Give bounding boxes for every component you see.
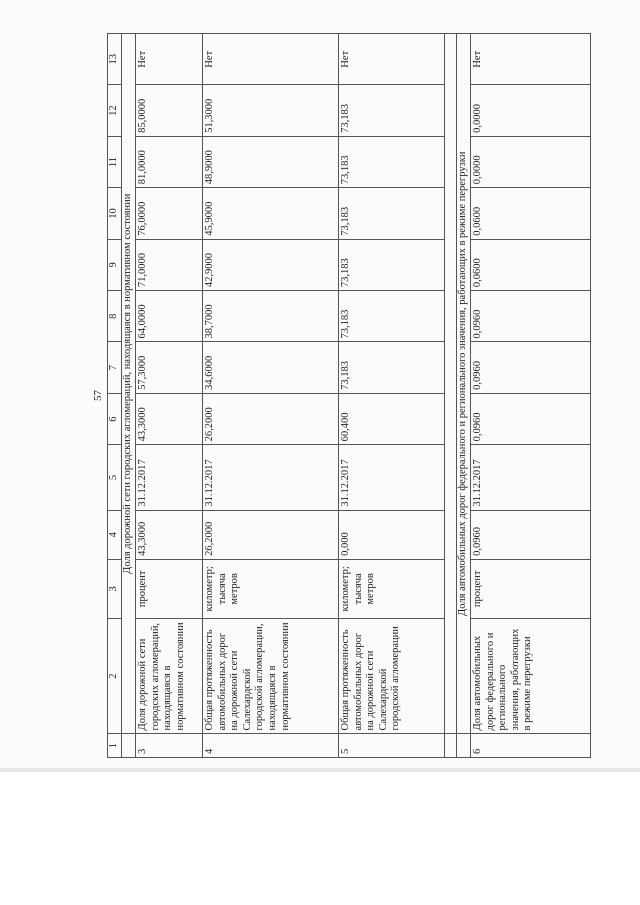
row-number: 6 bbox=[471, 734, 591, 758]
column-number: 10 bbox=[108, 188, 122, 239]
column-number: 7 bbox=[108, 342, 122, 393]
table-row bbox=[203, 34, 339, 758]
row-number: 4 bbox=[203, 734, 339, 758]
base-date: 31.12.2017 bbox=[339, 445, 445, 510]
value-cell: 73,183 bbox=[339, 239, 445, 290]
indicator-name: Общая протяженность автомобильных дорог на дорожной сети Салехардской городской агломерации bbox=[339, 618, 445, 734]
blank-cell bbox=[445, 734, 457, 758]
value-cell: 71,0000 bbox=[136, 239, 203, 290]
value-cell: 0,0000 bbox=[471, 136, 591, 187]
column-number: 11 bbox=[108, 136, 122, 187]
base-date: 31.12.2017 bbox=[203, 445, 339, 510]
table-row bbox=[471, 34, 591, 758]
value-cell: 73,183 bbox=[339, 291, 445, 342]
base-value: 0,0960 bbox=[471, 510, 591, 559]
column-number: 1 bbox=[108, 734, 122, 758]
row-number: 5 bbox=[339, 734, 445, 758]
value-cell: 0,0600 bbox=[471, 188, 591, 239]
flag-cell: Нет bbox=[471, 34, 591, 85]
indicator-name: Доля автомобильных дорог федерального и регионального значения, работающих в режиме перегрузки bbox=[471, 618, 591, 734]
column-number: 4 bbox=[108, 510, 122, 559]
base-date: 31.12.2017 bbox=[471, 445, 591, 510]
section-header-row bbox=[122, 34, 136, 758]
column-numbers-row bbox=[108, 34, 122, 758]
value-cell: 73,183 bbox=[339, 188, 445, 239]
blank-cell bbox=[122, 734, 136, 758]
value-cell: 0,0000 bbox=[471, 85, 591, 136]
blank-cell bbox=[445, 34, 457, 734]
table-row bbox=[339, 34, 445, 758]
flag-cell: Нет bbox=[203, 34, 339, 85]
value-cell: 42,9000 bbox=[203, 239, 339, 290]
indicator-name: Доля дорожной сети городских агломераций, находящаяся в нормативном состоянии bbox=[136, 618, 203, 734]
section-heading: Доля автомобильных дорог федерального и регионального значения, работающих в режиме перегрузки bbox=[457, 34, 471, 734]
value-cell: 51,3000 bbox=[203, 85, 339, 136]
value-cell: 48,9000 bbox=[203, 136, 339, 187]
value-cell: 60,400 bbox=[339, 393, 445, 444]
section-heading: Доля дорожной сети городских агломераций, находящаяся в нормативном состоянии bbox=[122, 34, 136, 734]
column-number: 2 bbox=[108, 618, 122, 734]
value-cell: 57,3000 bbox=[136, 342, 203, 393]
value-cell: 85,0000 bbox=[136, 85, 203, 136]
value-cell: 38,7000 bbox=[203, 291, 339, 342]
value-cell: 34,6000 bbox=[203, 342, 339, 393]
blank-cell bbox=[457, 734, 471, 758]
value-cell: 26,2000 bbox=[203, 393, 339, 444]
value-cell: 76,0000 bbox=[136, 188, 203, 239]
unit-cell: километр; тысяча метров bbox=[339, 559, 445, 618]
section-header-row bbox=[457, 34, 471, 758]
base-value: 0,000 bbox=[339, 510, 445, 559]
spacer-row bbox=[445, 34, 457, 758]
column-number: 13 bbox=[108, 34, 122, 85]
value-cell: 0,0600 bbox=[471, 239, 591, 290]
unit-cell: километр; тысяча метров bbox=[203, 559, 339, 618]
indicator-name: Общая протяженность автомобильных дорог на дорожной сети Салехардской городской агломерации, находящаяся в нормативном состоянии bbox=[203, 618, 339, 734]
column-number: 9 bbox=[108, 239, 122, 290]
column-number: 12 bbox=[108, 85, 122, 136]
value-cell: 45,9000 bbox=[203, 188, 339, 239]
column-number: 3 bbox=[108, 559, 122, 618]
column-number: 5 bbox=[108, 445, 122, 510]
column-number: 8 bbox=[108, 291, 122, 342]
base-value: 26,2000 bbox=[203, 510, 339, 559]
flag-cell: Нет bbox=[136, 34, 203, 85]
flag-cell: Нет bbox=[339, 34, 445, 85]
table-row bbox=[136, 34, 203, 758]
value-cell: 0,0960 bbox=[471, 291, 591, 342]
column-number: 6 bbox=[108, 393, 122, 444]
base-value: 43,3000 bbox=[136, 510, 203, 559]
page-number: 57 bbox=[92, 390, 104, 401]
rotated-page-content bbox=[90, 33, 620, 758]
indicators-table bbox=[107, 33, 591, 758]
value-cell: 73,183 bbox=[339, 342, 445, 393]
base-date: 31.12.2017 bbox=[136, 445, 203, 510]
scan-bottom-edge bbox=[0, 768, 640, 772]
value-cell: 73,183 bbox=[339, 136, 445, 187]
value-cell: 73,183 bbox=[339, 85, 445, 136]
unit-cell: процент bbox=[471, 559, 591, 618]
row-number: 3 bbox=[136, 734, 203, 758]
value-cell: 0,0960 bbox=[471, 393, 591, 444]
value-cell: 81,0000 bbox=[136, 136, 203, 187]
value-cell: 64,0000 bbox=[136, 291, 203, 342]
value-cell: 0,0960 bbox=[471, 342, 591, 393]
value-cell: 43,3000 bbox=[136, 393, 203, 444]
unit-cell: процент bbox=[136, 559, 203, 618]
